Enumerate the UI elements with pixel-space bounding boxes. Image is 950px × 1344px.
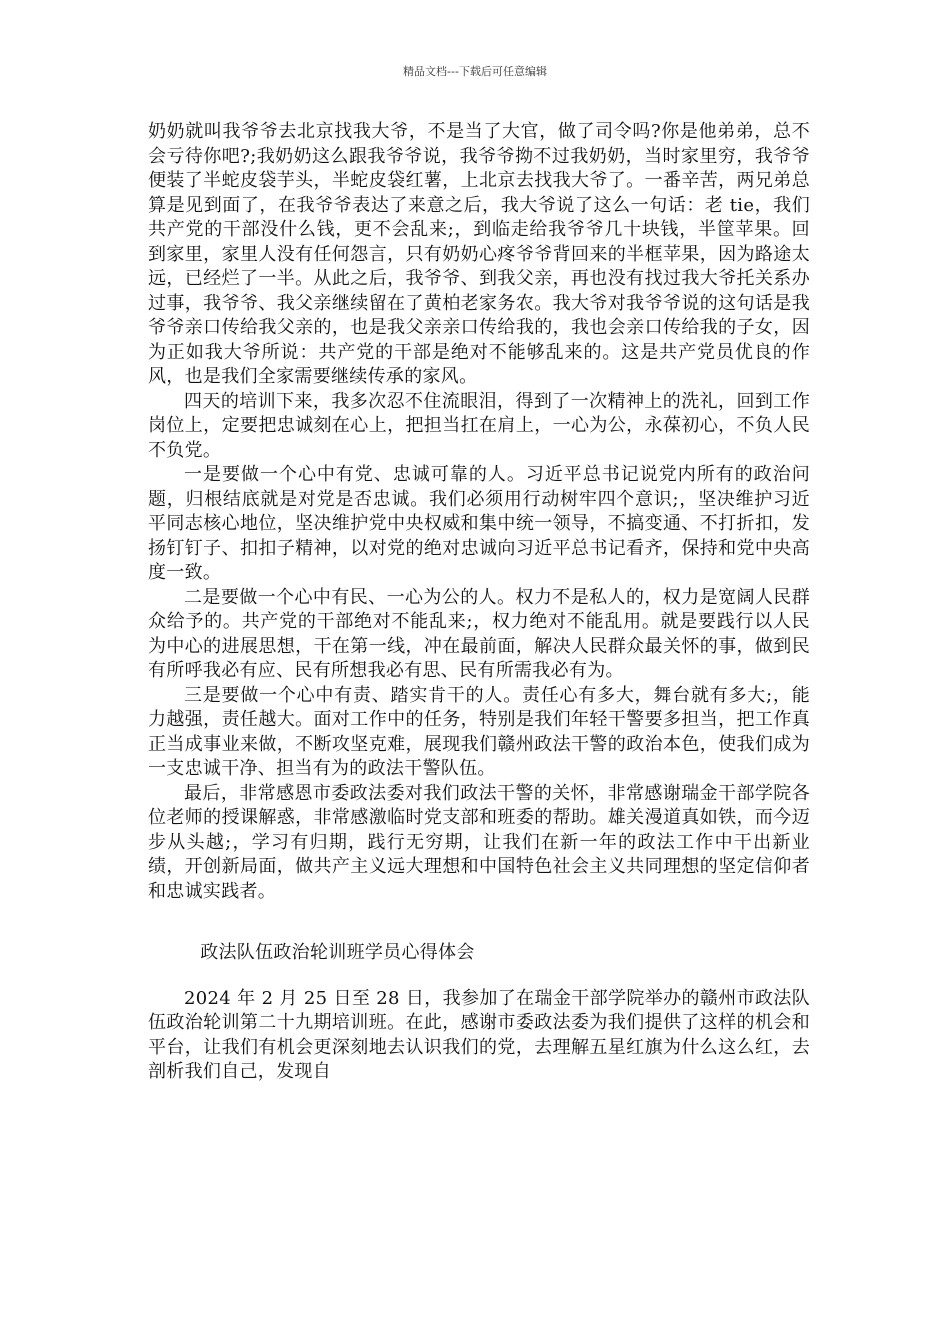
document-body [148, 120, 810, 1085]
paragraph-family-story: 奶奶就叫我爷爷去北京找我大爷，不是当了大官，做了司令吗?你是他弟弟，总不会亏待你吧?;我奶奶这么跟我爷爷说，我爷爷拗不过我奶奶，当时家里穷，我爷爷便装了半蛇皮袋芋头，半蛇皮袋红薯，上北京去找我大爷了。一番辛苦，两兄弟总算是见到面了，在我爷爷表达了来意之后，我大爷说了这么一句话：老 tie，我们共产党的干部没什么钱，更不会乱来;，到临走给我爷爷几十块钱，半筐苹果。回到家里，家里人没有任何怨言，只有奶奶心疼爷爷背回来的半框苹果，因为路途太远，已经烂了一半。从此之后，我爷爷、到我父亲，再也没有找过我大爷托关系办过事，我爷爷、我父亲继续留在了黄柏老家务农。我大爷对我爷爷说的这句话是我爷爷亲口传给我父亲的，也是我父亲亲口传给我的，我也会亲口传给我的子女，因为正如我大爷所说：共产党的干部是绝对不能够乱来的。这是共产党员优良的作风，也是我们全家需要继续传承的家风。 [148, 121, 810, 387]
paragraph-people: 二是要做一个心中有民、一心为公的人。权力不是私人的，权力是宽阔人民群众给予的。共产党的干部绝对不能乱来;，权力绝对不能乱用。就是要践行以人民为中心的进展思想，干在第一线，冲在最前面，解决人民群众最关怀的事，做到民有所呼我必有应、民有所想我必有思、民有所需我必有为。 [148, 586, 810, 681]
section-title: 政法队伍政治轮训班学员心得体会 [200, 942, 475, 963]
paragraph-loyalty: 一是要做一个心中有党、忠诚可靠的人。习近平总书记说党内所有的政治问题，归根结底就是对党是否忠诚。我们必须用行动树牢四个意识;，坚决维护习近平同志核心地位，坚决维护党中央权威和集中统一领导，不搞变通、不打折扣，发扬钉钉子、扣扣子精神，以对党的绝对忠诚向习近平总书记看齐，保持和党中央高度一致。 [148, 464, 810, 583]
paragraph-new-section-intro: 2024 年 2 月 25 日至 28 日，我参加了在瑞金干部学院举办的赣州市政法队伍政治轮训第二十九期培训班。在此，感谢市委政法委为我们提供了这样的机会和平台，让我们有机会更深刻地去认识我们的党，去理解五星红旗为什么这么红，去剖析我们自己，发现自 [148, 987, 810, 1082]
paragraph-responsibility: 三是要做一个心中有责、踏实肯干的人。责任心有多大，舞台就有多大;，能力越强，责任越大。面对工作中的任务，特别是我们年轻干警要多担当，把工作真正当成事业来做，不断攻坚克难，展现我们赣州政法干警的政治本色，使我们成为一支忠诚干净、担当有为的政法干警队伍。 [148, 684, 810, 779]
page-header: 精品文档---下载后可任意编辑 [403, 65, 547, 78]
paragraph-closing: 最后，非常感恩市委政法委对我们政法干警的关怀，非常感谢瑞金干部学院各位老师的授课解惑，非常感激临时党支部和班委的帮助。雄关漫道真如铁，而今迈步从头越;，学习有归期，践行无穷期，让我们在新一年的政法工作中干出新业绩，开创新局面，做共产主义远大理想和中国特色社会主义共同理想的坚定信仰者和忠诚实践者。 [148, 782, 810, 902]
paragraph-training-reflection: 四天的培训下来，我多次忍不住流眼泪，得到了一次精神上的洗礼，回到工作岗位上，定要把忠诚刻在心上，把担当扛在肩上，一心为公，永葆初心，不负人民不负党。 [148, 390, 810, 461]
